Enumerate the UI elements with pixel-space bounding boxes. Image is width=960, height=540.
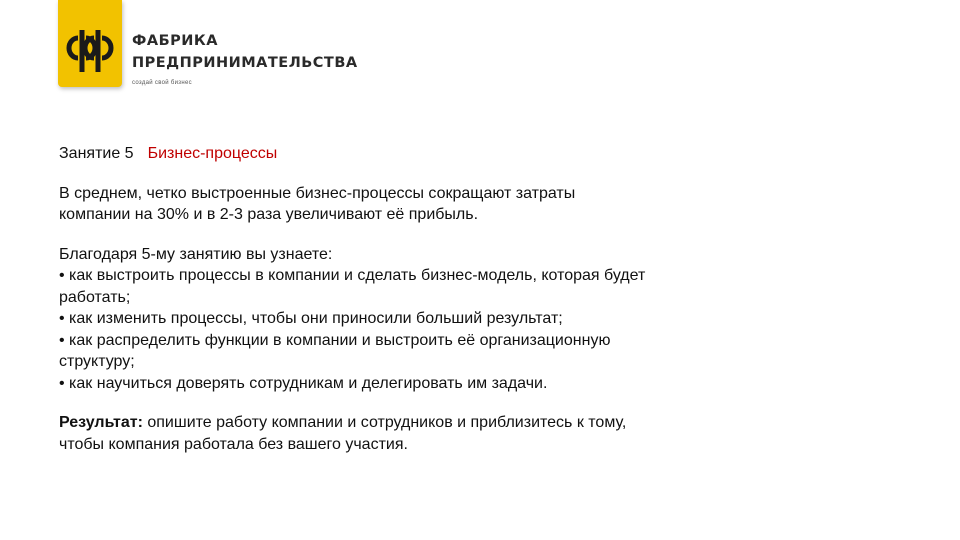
intro-paragraph xyxy=(59,183,739,226)
learn-paragraph xyxy=(59,244,739,395)
learn-item: • как распределить функции в компании и выстроить её организационную xyxy=(59,331,611,349)
learn-item: • как изменить процессы, чтобы они приносили больший результат; xyxy=(59,310,563,327)
lesson-title xyxy=(59,143,739,165)
brand-name xyxy=(132,30,358,86)
learn-item: • как выстроить процессы в компании и сделать бизнес-модель, которая будет xyxy=(59,267,646,284)
intro-line-2: компании на 30% и в 2-3 раза увеличивают её прибыль. xyxy=(59,206,479,223)
result-paragraph xyxy=(59,412,739,455)
lesson-topic: Бизнес-процессы xyxy=(147,145,278,162)
learn-heading: Благодаря 5-му занятию вы узнаете: xyxy=(59,245,333,263)
lesson-content xyxy=(59,143,739,473)
brand-tagline: создай свой бизнес xyxy=(132,80,192,86)
learn-item: • как научиться доверять сотрудникам и делегировать им задачи. xyxy=(59,374,548,392)
result-line-1 xyxy=(59,412,739,434)
brand-line-1: ФАБРИКА xyxy=(132,33,218,49)
lesson-number: Занятие 5 xyxy=(59,145,134,162)
brand-line-2: ПРЕДПРИНИМАТЕЛЬСТВА xyxy=(132,55,358,71)
result-line-2: чтобы компания работала без вашего участия. xyxy=(59,435,408,453)
learn-item: структуру; xyxy=(59,353,135,370)
intro-line-1: В среднем, четко выстроенные бизнес-процессы сокращают затраты xyxy=(59,184,576,202)
logo-badge xyxy=(58,0,122,87)
learn-item: работать; xyxy=(59,288,131,306)
result-text-1: опишите работу компании и сотрудников и приблизитесь к тому, xyxy=(142,414,627,431)
ff-logo-icon xyxy=(58,0,122,87)
result-label: Результат: xyxy=(59,414,143,431)
